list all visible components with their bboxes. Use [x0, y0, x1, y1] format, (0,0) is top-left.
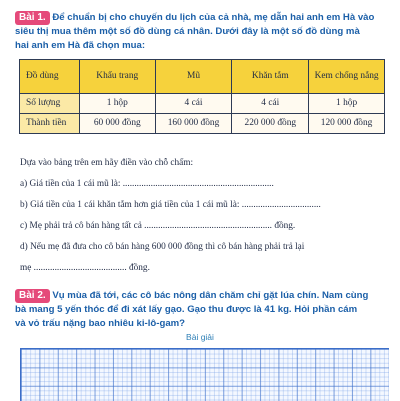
table-header-cell: Kem chống nắng: [309, 60, 385, 94]
table-cell: Thành tiền: [20, 114, 80, 134]
table-header-cell: Khăn tắm: [232, 60, 309, 94]
exercise-1-line-1: [15, 11, 390, 25]
table-cell: 160 000 đồng: [155, 114, 232, 134]
table-header-row: [20, 60, 385, 94]
exercise-2-line-3: và vỏ trấu nặng bao nhiêu ki-lô-gam?: [15, 317, 186, 329]
table-cell: 1 hộp: [79, 94, 155, 114]
table-cell: Số lượng: [20, 94, 80, 114]
table-header-cell: Mũ: [155, 60, 232, 94]
question-d-line-2: mẹ ........................................ đồng.: [20, 263, 150, 273]
table-row: [20, 94, 385, 114]
question-b: b) Giá tiền của 1 cái khăn tắm hơn giá tiền của 1 cái mũ là: ..................................: [20, 200, 321, 210]
table-cell: 60 000 đồng: [79, 114, 155, 134]
table-cell: 4 cái: [232, 94, 309, 114]
table-cell: 220 000 đồng: [232, 114, 309, 134]
question-c: c) Mẹ phải trả cô bán hàng tất cả ....................................................... đồng.: [20, 221, 296, 231]
solution-label: Bài giải: [186, 332, 214, 342]
exercise-1-line-3: hai anh em Hà đã chọn mua:: [15, 39, 146, 51]
table-cell: 120 000 đồng: [309, 114, 385, 134]
table-header-cell: Khẩu trang: [79, 60, 155, 94]
exercise-2-badge: Bài 2.: [15, 289, 50, 303]
table-row: [20, 114, 385, 134]
question-d-line-1: d) Nếu mẹ đã đưa cho cô bán hàng 600 000 đồng thì cô bán hàng phải trả lại: [20, 242, 305, 252]
exercise-1-line-2: siêu thị mua thêm một số đồ dùng cá nhân. Dưới đây là một số đồ dùng mà: [15, 26, 360, 37]
exercise-1-badge: Bài 1.: [15, 11, 50, 25]
shopping-table: [19, 59, 385, 134]
exercise-2-line-2: bà mang 5 yến thóc để đi xát lấy gạo. Gạo thu được là 41 kg. Hỏi phần cám: [15, 304, 358, 315]
exercise-2-text-1: Vụ mùa đã tới, các cô bác nông dân chăm chỉ gặt lúa chín. Nam cùng: [52, 290, 369, 301]
exercise-2-line-1: [15, 289, 390, 303]
table-cell: 4 cái: [155, 94, 232, 114]
question-a: a) Giá tiền của 1 cái mũ là: .................................................................: [20, 179, 274, 189]
table-cell: 1 hộp: [309, 94, 385, 114]
exercise-1: [15, 11, 390, 52]
exercise-1-text-1: Để chuẩn bị cho chuyến du lịch của cả nhà, mẹ dẫn hai anh em Hà vào: [52, 12, 375, 23]
questions-intro: Dựa vào bảng trên em hãy điền vào chỗ chấm:: [20, 158, 194, 168]
table-header-cell: Đồ dùng: [20, 60, 80, 94]
exercise-2: [15, 289, 390, 330]
answer-grid[interactable]: [20, 348, 389, 401]
